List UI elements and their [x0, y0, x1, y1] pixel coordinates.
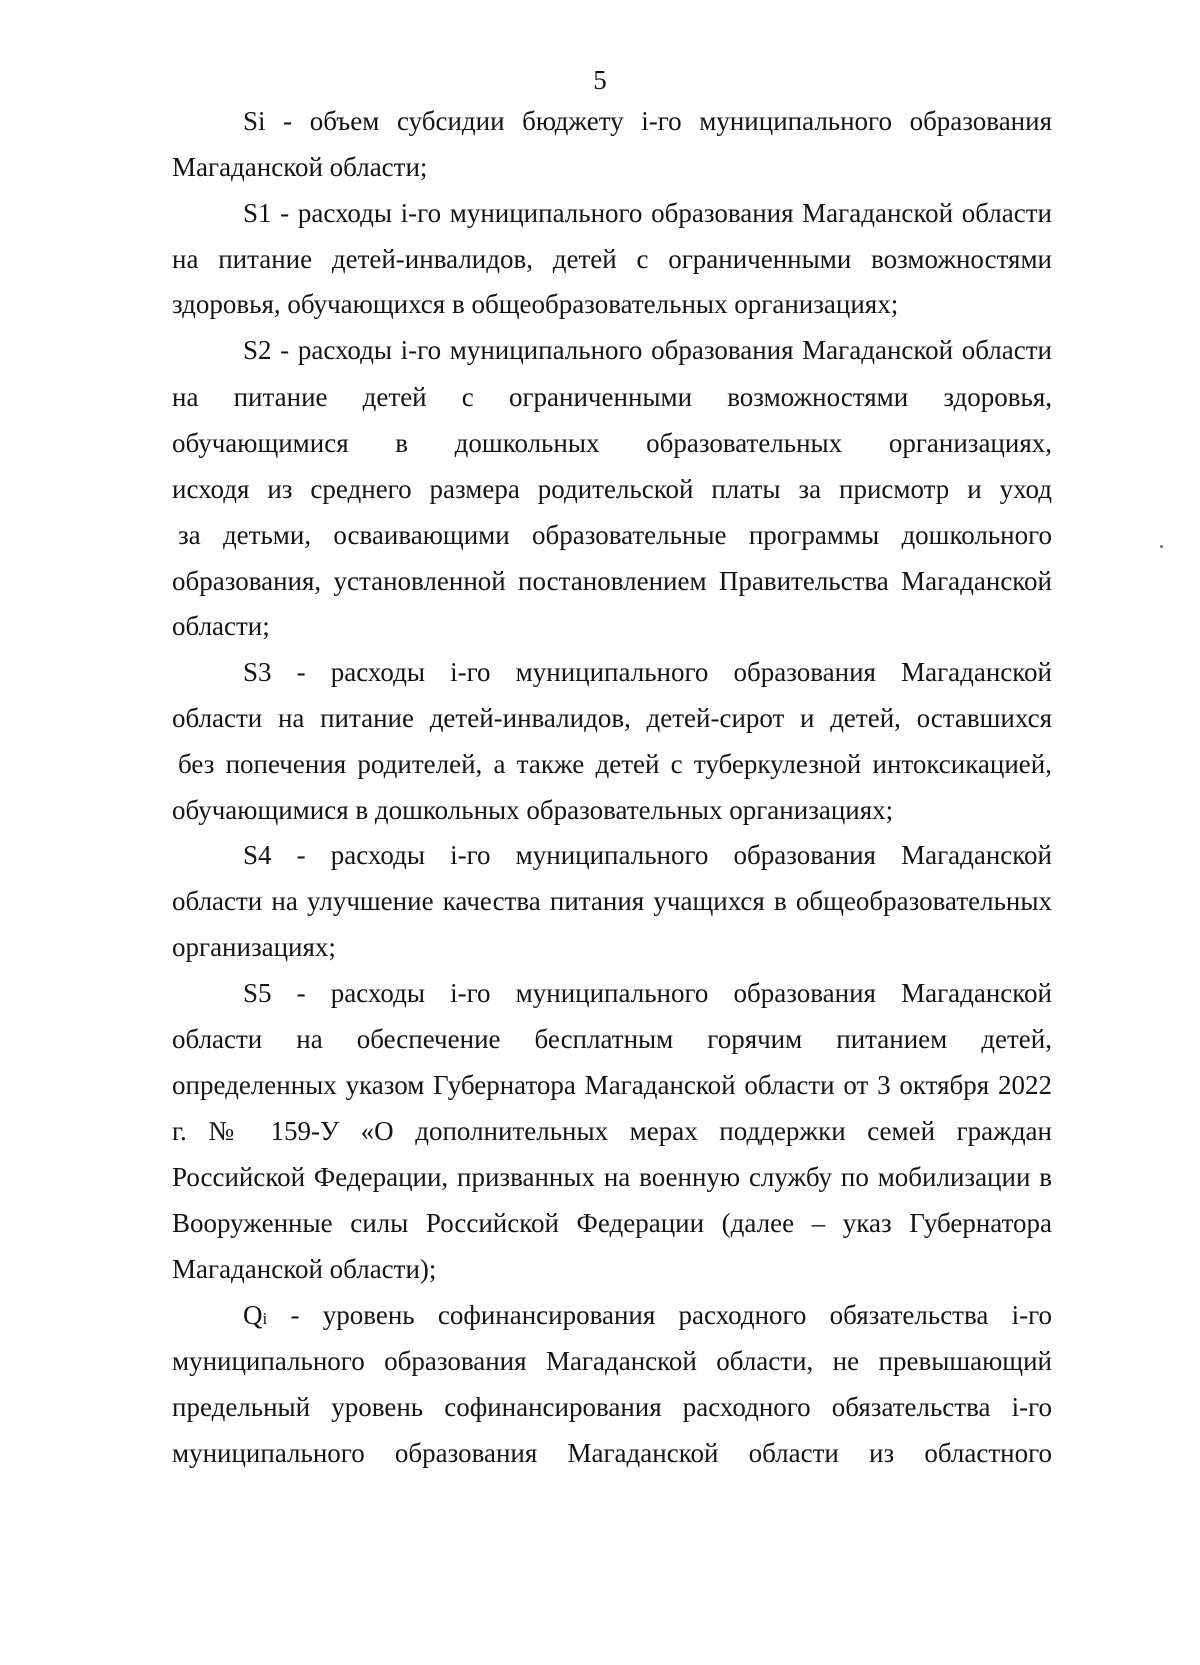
text-line: определенных указом Губернатора Магаданской области от 3 октября 2022	[172, 1070, 1052, 1100]
text-line: S3 - расходы i-го муниципального образования Магаданской	[243, 657, 1052, 687]
text-line: муниципального образования Магаданской области, не превышающий	[172, 1346, 1052, 1376]
text-line: Вооруженные силы Российской Федерации (далее – указ Губернатора	[172, 1208, 1052, 1238]
text-line: г. № 159-У «О дополнительных мерах поддержки семей граждан	[172, 1116, 1052, 1146]
text-line: Российской Федерации, призванных на военную службу по мобилизации в	[172, 1162, 1052, 1192]
text-line: S4 - расходы i-го муниципального образования Магаданской	[243, 840, 1052, 870]
text-line: обучающимися в дошкольных образовательных организациях,	[172, 428, 1052, 458]
text-line: на питание детей с ограниченными возможностями здоровья,	[172, 382, 1052, 412]
text-line: области на улучшение качества питания учащихся в общеобразовательных	[172, 886, 1052, 916]
text-line: предельный уровень софинансирования расходного обязательства i-го	[172, 1392, 1052, 1422]
text-line	[243, 1292, 1052, 1338]
text-line: Магаданской области);	[172, 1254, 437, 1284]
text-line: организациях;	[172, 932, 336, 962]
text-line: обучающимися в дошкольных образовательных организациях;	[172, 795, 894, 825]
text-line: исходя из среднего размера родительской платы за присмотр и уход	[172, 474, 1052, 504]
text-line: области на обеспечение бесплатным горячим питанием детей,	[172, 1024, 1052, 1054]
text-line: S5 - расходы i-го муниципального образования Магаданской	[243, 978, 1052, 1008]
text-line: за детьми, осваивающими образовательные программы дошкольного	[178, 520, 1052, 550]
q-definition-text: - уровень софинансирования расходного обязательства i-го	[267, 1300, 1052, 1330]
text-line: S1 - расходы i-го муниципального образования Магаданской области	[243, 198, 1052, 228]
page-number: 5	[593, 65, 607, 95]
text-line: Магаданской области;	[172, 152, 428, 182]
q-subscript: i	[262, 1309, 268, 1328]
text-line: области на питание детей-инвалидов, детей-сирот и детей, оставшихся	[172, 703, 1052, 733]
text-line: здоровья, обучающихся в общеобразовательных организациях;	[172, 289, 899, 319]
text-line: без попечения родителей, а также детей с туберкулезной интоксикацией,	[178, 749, 1052, 779]
text-line: муниципального образования Магаданской области из областного	[172, 1438, 1052, 1468]
text-line: на питание детей-инвалидов, детей с ограниченными возможностями	[172, 244, 1052, 274]
text-line: образования, установленной постановлением Правительства Магаданской	[172, 566, 1052, 596]
scan-speck	[1160, 545, 1163, 548]
text-line: Si - объем субсидии бюджету i-го муниципального образования	[243, 106, 1052, 136]
text-line: S2 - расходы i-го муниципального образования Магаданской области	[243, 335, 1052, 365]
text-line: области;	[172, 611, 270, 641]
q-symbol: Qi	[243, 1300, 268, 1330]
